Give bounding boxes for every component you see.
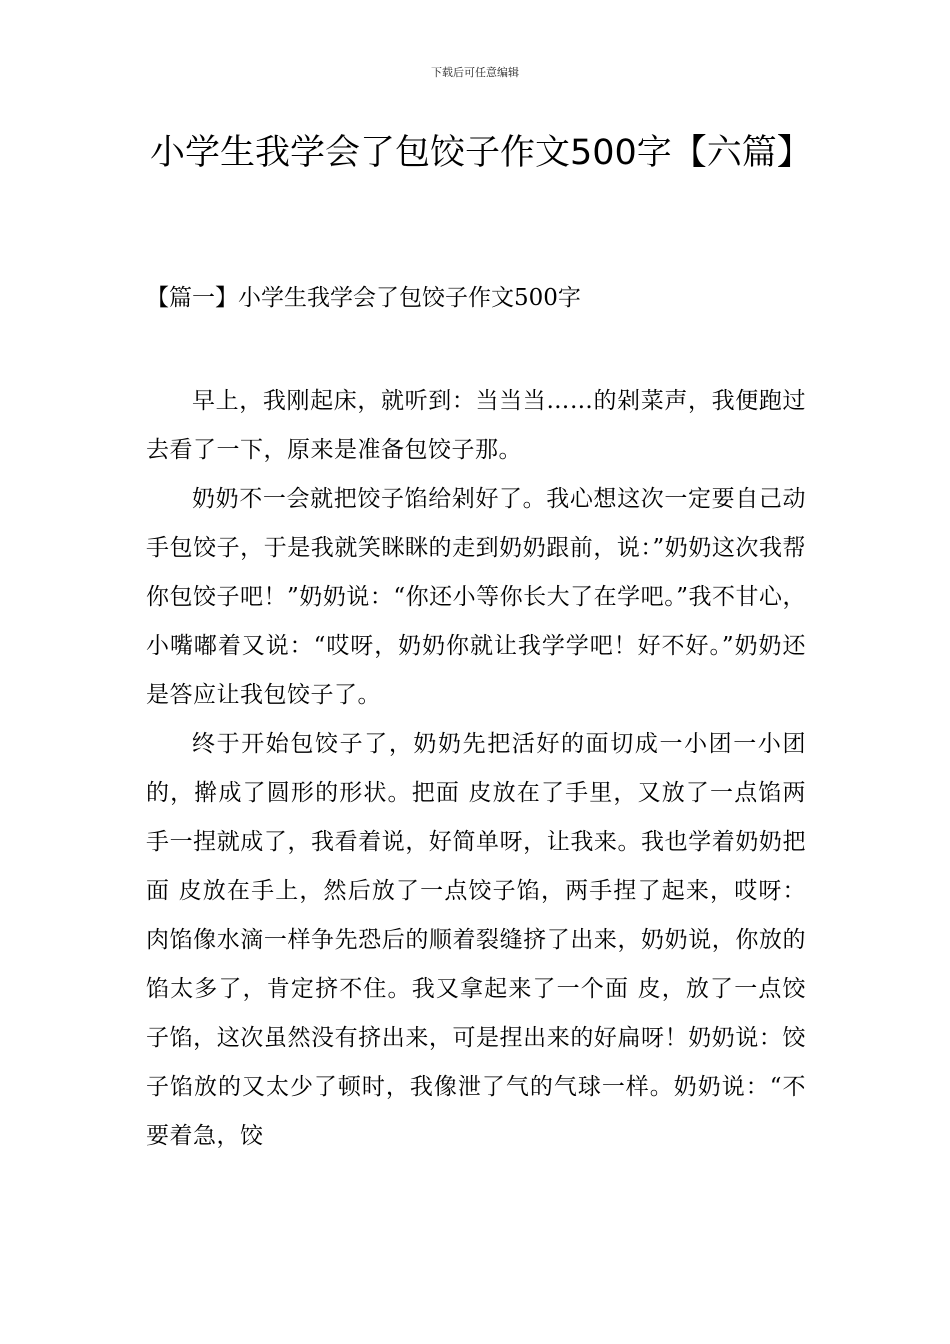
header-note: 下载后可任意编辑 — [431, 66, 519, 79]
paragraph-3: 终于开始包饺子了，奶奶先把活好的面切成一小团一小团的，擀成了圆形的形状。把面 皮放在了手里，又放了一点馅两手一捏就成了，我看着说，好简单呀，让我来。我也学着奶奶把面 皮放在手上，然后放了一点饺子馅，两手捏了起来，哎呀：肉馅像水滴一样争先恐后的顺着裂缝挤了出来，奶奶说，你放的馅太多了，肯定挤不住。我又拿起来了一个面 皮，放了一点饺子馅，这次虽然没有挤出来，可是捏出来的好扁呀！奶奶说：饺子馅放的又太少了顿时，我像泄了气的气球一样。奶奶说：“不要着急，饺 — [146, 731, 806, 1149]
paragraph-2: 奶奶不一会就把饺子馅给剁好了。我心想这次一定要自己动手包饺子，于是我就笑眯眯的走到奶奶跟前，说：”奶奶这次我帮你包饺子吧！”奶奶说：“你还小等你长大了在学吧。”我不甘心，小嘴嘟着又说：“哎呀，奶奶你就让我学学吧！好不好。”奶奶还是答应让我包饺子了。 — [146, 486, 806, 708]
paragraph-1: 早上，我刚起床，就听到：当当当……的剁菜声，我便跑过去看了一下，原来是准备包饺子那。 — [146, 388, 806, 463]
section-heading: 【篇一】小学生我学会了包饺子作文500字 — [146, 285, 581, 311]
document-title: 小学生我学会了包饺子作文500字【六篇】 — [150, 133, 812, 173]
body-text — [146, 377, 806, 1161]
